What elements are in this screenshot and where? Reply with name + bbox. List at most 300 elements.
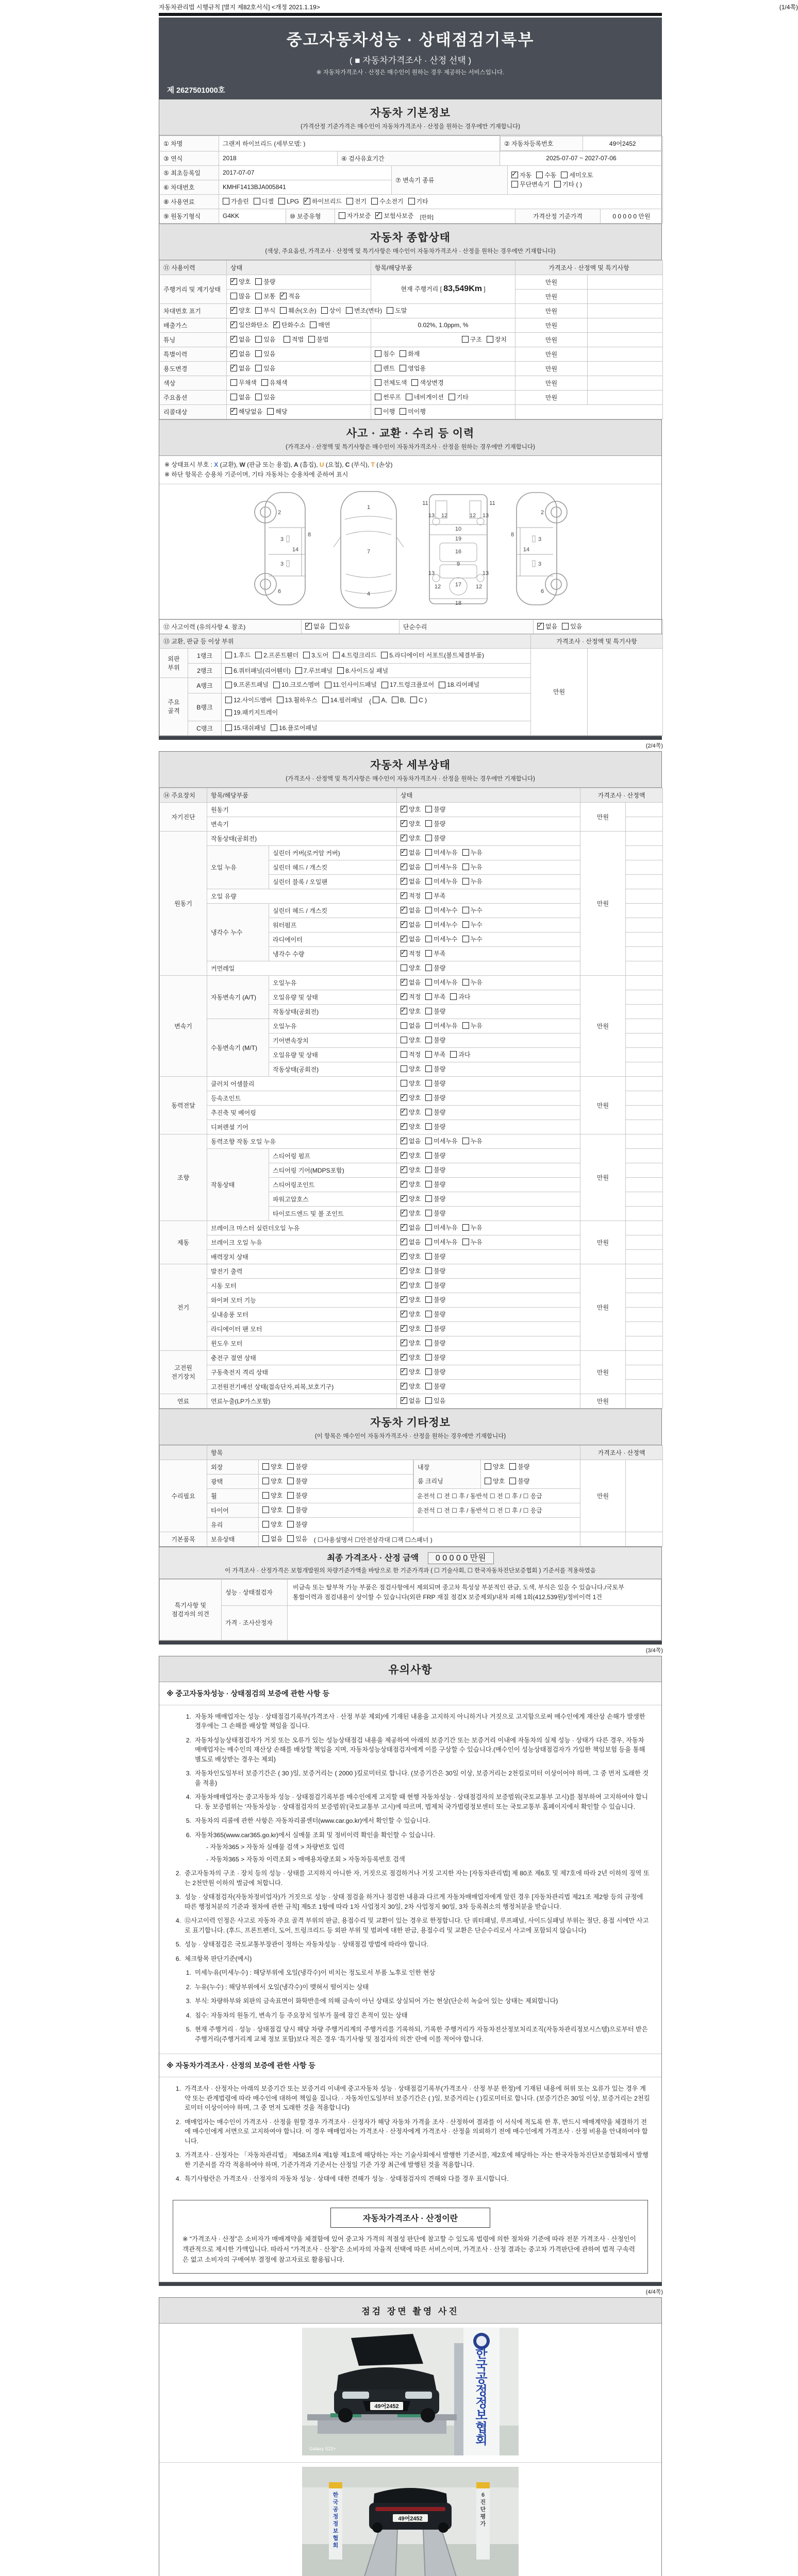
device-item-checks: [397, 975, 580, 990]
checkbox-unchecked[interactable]: [346, 307, 353, 314]
device-item-label: 오일유량 및 상태: [269, 1047, 397, 1062]
page-meta: [159, 0, 798, 13]
legend-desc: (부식),: [350, 461, 371, 468]
checkbox-unchecked[interactable]: [485, 1463, 491, 1470]
checkbox-checked[interactable]: [401, 820, 407, 827]
checkbox-unchecked[interactable]: [278, 198, 285, 205]
checkbox-checked[interactable]: [401, 1267, 407, 1274]
checkbox-unchecked[interactable]: [310, 321, 317, 328]
checkbox-unchecked[interactable]: [425, 1383, 432, 1389]
checkbox-checked[interactable]: [230, 321, 237, 328]
checkbox-label: 불량: [295, 1492, 308, 1499]
checkbox-unchecked[interactable]: [561, 172, 568, 178]
mileage-amount-checks: [227, 289, 371, 303]
checkbox-label: 불량: [434, 1152, 446, 1159]
checkbox-unchecked[interactable]: [462, 1224, 469, 1231]
checkbox-checked[interactable]: [230, 278, 237, 285]
checkbox-unchecked[interactable]: [462, 863, 469, 870]
checkbox-label: 변조(변타): [354, 307, 383, 314]
checkbox-unchecked[interactable]: [450, 1051, 457, 1058]
checkbox-unchecked[interactable]: [425, 849, 432, 856]
checkbox-unchecked[interactable]: [425, 1181, 432, 1188]
col-price-remarks: 가격조사 · 산정액 및 특기사항: [516, 260, 663, 275]
checkbox-unchecked[interactable]: [273, 682, 280, 688]
remarks-cell: [626, 903, 663, 918]
checkbox-unchecked[interactable]: [400, 365, 406, 371]
device-item-label: 추진축 및 베어링: [207, 1105, 397, 1120]
checkbox-unchecked[interactable]: [425, 1224, 432, 1231]
checkbox-checked[interactable]: [401, 1325, 407, 1332]
checkbox-unchecked[interactable]: [448, 394, 455, 400]
section-subtitle: (가격산정 기준가격은 매수인이 자동차가격조사 · 산정을 원하는 경우에만 기재합니다): [301, 124, 520, 130]
interior-label: 내장: [414, 1460, 481, 1475]
checkbox-unchecked[interactable]: [255, 394, 262, 400]
checkbox-unchecked[interactable]: [261, 379, 268, 386]
checkbox-unchecked[interactable]: [255, 307, 262, 314]
checkbox-unchecked[interactable]: [262, 1506, 269, 1513]
checkbox-unchecked[interactable]: [425, 964, 432, 971]
checkbox-unchecked[interactable]: [411, 379, 418, 386]
checkbox-unchecked[interactable]: [280, 307, 287, 314]
checkbox-unchecked[interactable]: [408, 198, 415, 205]
checkbox-unchecked[interactable]: [410, 697, 417, 703]
checkbox-unchecked[interactable]: [485, 1478, 491, 1484]
checkbox-unchecked[interactable]: [462, 849, 469, 856]
checkbox-checked[interactable]: [401, 1109, 407, 1115]
checkbox-label: 불량: [434, 835, 446, 842]
legend-symbol: U: [319, 461, 324, 468]
checkbox-unchecked[interactable]: [462, 1138, 469, 1144]
remarks-cell: [626, 1177, 663, 1192]
checkbox-option: [262, 1520, 282, 1529]
checkbox-unchecked[interactable]: [425, 820, 432, 827]
checkbox-unchecked[interactable]: [287, 1492, 294, 1499]
checkbox-option: [401, 1122, 421, 1131]
checkbox-unchecked[interactable]: [255, 365, 262, 371]
checkbox-checked[interactable]: [401, 1253, 407, 1260]
checkbox-label: 색상변경: [420, 379, 444, 386]
checkbox-unchecked[interactable]: [425, 1008, 432, 1014]
checkbox-checked[interactable]: [401, 1138, 407, 1144]
checkbox-unchecked[interactable]: [425, 1239, 432, 1245]
checkbox-unchecked[interactable]: [255, 278, 262, 285]
device-item-checks: [397, 1394, 580, 1408]
checkbox-checked[interactable]: [511, 172, 518, 178]
price-cell: 만원: [580, 975, 626, 1076]
checkbox-unchecked[interactable]: [325, 682, 331, 688]
basic-info-table-2: [159, 165, 663, 209]
checkbox-unchecked[interactable]: [425, 1325, 432, 1332]
checkbox-unchecked[interactable]: [330, 623, 337, 630]
checkbox-unchecked[interactable]: [321, 307, 328, 314]
checkbox-checked[interactable]: [401, 1239, 407, 1245]
checkbox-checked[interactable]: [401, 835, 407, 841]
checkbox-unchecked[interactable]: [425, 1094, 432, 1101]
checkbox-option: [401, 1367, 421, 1376]
price-cell: 만원: [516, 318, 588, 332]
checkbox-unchecked[interactable]: [425, 936, 432, 942]
checkbox-unchecked[interactable]: [277, 697, 284, 703]
checkbox-checked[interactable]: [401, 1008, 407, 1014]
checkbox-unchecked[interactable]: [425, 1267, 432, 1274]
checkbox-checked[interactable]: [230, 365, 237, 371]
device-group-label: 전기: [160, 1264, 207, 1350]
checkbox-option: [554, 180, 582, 189]
checkbox-unchecked[interactable]: [509, 1478, 516, 1484]
checkbox-checked[interactable]: [401, 1354, 407, 1361]
checkbox-checked[interactable]: [401, 1311, 407, 1317]
checkbox-label: 양호: [409, 1152, 421, 1159]
checkbox-checked[interactable]: [401, 936, 407, 942]
checkbox-unchecked[interactable]: [562, 623, 569, 630]
checkbox-unchecked[interactable]: [400, 350, 406, 357]
checkbox-unchecked[interactable]: [425, 1210, 432, 1216]
price-cell: 만원: [516, 275, 588, 289]
checkbox-unchecked[interactable]: [271, 724, 277, 731]
checkbox-checked[interactable]: [401, 1340, 407, 1346]
checkbox-unchecked[interactable]: [425, 1138, 432, 1144]
checkbox-unchecked[interactable]: [425, 1051, 432, 1058]
checkbox-label: 양호: [493, 1463, 505, 1471]
checkbox-option: [230, 292, 251, 300]
checkbox-unchecked[interactable]: [303, 652, 310, 658]
diagram-part-number: 3: [280, 561, 284, 567]
checkbox-label: 침수: [383, 350, 395, 358]
checkbox-unchecked[interactable]: [425, 950, 432, 957]
checkbox-unchecked[interactable]: [375, 350, 381, 357]
checkbox-unchecked[interactable]: [287, 1521, 294, 1528]
checkbox-unchecked[interactable]: [262, 1463, 269, 1470]
checkbox-unchecked[interactable]: [406, 394, 412, 400]
checkbox-option: [425, 1093, 445, 1102]
checkbox-option: [280, 292, 300, 300]
checkbox-option: [425, 1194, 445, 1203]
rank1-checks: [222, 648, 531, 664]
checkbox-checked[interactable]: [401, 907, 407, 913]
checkbox-unchecked[interactable]: [284, 336, 290, 343]
checkbox-unchecked[interactable]: [462, 878, 469, 885]
checkbox-unchecked[interactable]: [450, 993, 457, 1000]
checkbox-unchecked[interactable]: [262, 1535, 269, 1542]
checkbox-checked[interactable]: [401, 1152, 407, 1159]
checkbox-unchecked[interactable]: [439, 682, 445, 688]
checkbox-unchecked[interactable]: [255, 350, 262, 357]
checkbox-unchecked[interactable]: [375, 379, 381, 386]
checkbox-unchecked[interactable]: [337, 667, 344, 674]
checkbox-unchecked[interactable]: [375, 365, 381, 371]
device-item-label: 연료누출(LP가스포함): [207, 1394, 397, 1408]
device-item-checks: [397, 1278, 580, 1293]
checkbox-unchecked[interactable]: [425, 1195, 432, 1202]
checkbox-unchecked[interactable]: [425, 1080, 432, 1087]
price-cell: 만원: [516, 361, 588, 376]
checkbox-checked[interactable]: [401, 1296, 407, 1303]
price-cell: 만원: [580, 1221, 626, 1264]
checkbox-label: 무채색: [239, 379, 257, 386]
checkbox-checked[interactable]: [401, 863, 407, 870]
checkbox-label: 4.트렁크리드: [341, 651, 377, 659]
checkbox-label: 누유: [470, 878, 483, 885]
checkbox-checked[interactable]: [401, 806, 407, 812]
checkbox-label: 불량: [295, 1521, 308, 1528]
checkbox-label: 불량: [434, 1080, 446, 1087]
checkbox-unchecked[interactable]: [425, 806, 432, 812]
checkbox-checked[interactable]: [401, 1181, 407, 1188]
checkbox-unchecked[interactable]: [487, 336, 493, 343]
checkbox-unchecked[interactable]: [387, 307, 393, 314]
checkbox-unchecked[interactable]: [401, 964, 407, 971]
checkbox-unchecked[interactable]: [381, 652, 388, 658]
checkbox-checked[interactable]: [401, 1123, 407, 1130]
checkbox-option: [322, 694, 363, 706]
checkbox-unchecked[interactable]: [225, 709, 232, 716]
checkbox-option: [425, 1151, 445, 1160]
checkbox-unchecked[interactable]: [401, 1022, 407, 1029]
checkbox-label: 2.프론트휀더: [263, 651, 299, 659]
checkbox-label: 없음: [409, 921, 421, 928]
checkbox-checked[interactable]: [401, 979, 407, 986]
checkbox-option: [337, 666, 388, 675]
checkbox-unchecked[interactable]: [425, 1282, 432, 1289]
checkbox-unchecked[interactable]: [425, 1166, 432, 1173]
price-cell: 만원: [580, 1076, 626, 1134]
checkbox-label: 미세누유: [434, 878, 458, 885]
checkbox-unchecked[interactable]: [371, 198, 378, 205]
document-number: 제 2627501000호: [167, 87, 225, 95]
checkbox-unchecked[interactable]: [536, 172, 543, 178]
checkbox-checked[interactable]: [401, 1368, 407, 1375]
checkbox-unchecked[interactable]: [225, 652, 232, 658]
checkbox-checked[interactable]: [401, 1383, 407, 1389]
checkbox-label: 없음: [409, 849, 421, 856]
checkbox-unchecked[interactable]: [425, 1354, 432, 1361]
checkbox-unchecked[interactable]: [511, 181, 518, 188]
checkbox-label: 불량: [434, 1037, 446, 1044]
checkbox-unchecked[interactable]: [425, 1065, 432, 1072]
checkbox-option: [462, 1223, 483, 1232]
checkbox-unchecked[interactable]: [425, 1109, 432, 1115]
checkbox-label: 네비게이션: [413, 394, 444, 401]
checkbox-label: 미세누유: [434, 979, 458, 986]
checkbox-unchecked[interactable]: [425, 921, 432, 928]
checkbox-option: [561, 171, 593, 179]
legend-symbol: W: [239, 461, 245, 468]
checkbox-checked[interactable]: [401, 878, 407, 885]
checkbox-checked[interactable]: [401, 849, 407, 856]
checkbox-unchecked[interactable]: [255, 293, 262, 299]
checkbox-unchecked[interactable]: [401, 1037, 407, 1043]
checkbox-unchecked[interactable]: [425, 1037, 432, 1043]
checkbox-unchecked[interactable]: [425, 1397, 432, 1404]
checkbox-unchecked[interactable]: [462, 921, 469, 928]
checkbox-label: 양호: [409, 1123, 421, 1130]
checkbox-unchecked[interactable]: [375, 408, 381, 415]
checkbox-label: 보험사보증: [384, 212, 414, 219]
device-item-checks: [397, 1307, 580, 1321]
remarks-cell: [516, 404, 663, 419]
checkbox-unchecked[interactable]: [401, 1051, 407, 1058]
detail-row: [160, 1264, 663, 1278]
checkbox-option: [230, 277, 251, 286]
checkbox-unchecked[interactable]: [230, 293, 237, 299]
checkbox-checked[interactable]: [305, 623, 312, 630]
device-item-label: 클러치 어셈블리: [207, 1076, 397, 1091]
checkbox-checked[interactable]: [401, 1094, 407, 1101]
checkbox-label: 불량: [434, 1253, 446, 1260]
checkbox-unchecked[interactable]: [425, 1340, 432, 1346]
checkbox-unchecked[interactable]: [425, 1368, 432, 1375]
device-item-label: 동력조향 작동 오일 누유: [207, 1134, 397, 1148]
checkbox-unchecked[interactable]: [425, 878, 432, 885]
emission-values: 0.02%, 1.0ppm, %: [371, 318, 516, 332]
checkbox-unchecked[interactable]: [425, 907, 432, 913]
checkbox-unchecked[interactable]: [262, 1492, 269, 1499]
device-item-checks: [397, 1235, 580, 1249]
remarks-cell: [626, 1321, 663, 1336]
checkbox-checked[interactable]: [401, 1210, 407, 1216]
remarks-cell: [626, 1336, 663, 1350]
checkbox-checked[interactable]: [280, 293, 287, 299]
checkbox-unchecked[interactable]: [462, 936, 469, 942]
checkbox-option: [401, 1238, 421, 1246]
checkbox-unchecked[interactable]: [401, 1065, 407, 1072]
checkbox-unchecked[interactable]: [225, 667, 232, 674]
checkbox-unchecked[interactable]: [255, 652, 262, 658]
remarks-cell: [626, 1460, 663, 1532]
checkbox-unchecked[interactable]: [462, 1239, 469, 1245]
simple-repair-label: 단순수리: [400, 619, 534, 634]
checkbox-unchecked[interactable]: [230, 394, 237, 400]
notice-list-1: 1. 자동차 매매업자는 성능 · 상태점검기록부(가격조사 · 산정 부분 제외)에 기재된 내용을 고지하지 아니하거나 거짓으로 고지함으로써 매수인에게 재산상 손해가 발생한 경우에는 그 손해를 배상할 책임을 집니다. 2. 자동차성능상태점검자가 거짓 또는 오류가 있는 성능상태점검 내용을 제공하여 아래의 보증기간 또는 보증거리 이내에 자동차의 실제 성능 · 상태가 다른 경우, 자동차매매업자는 매수인의 재산상 손해를 배상할 책임을 지며, 자동차성능상태점검자에게 이를 구상할 수 있습니다.(매수인이 성능상태점검자가 가입한 책임보험 등을 통해 별도로 배상받는 경우는 제외) 3. 자동차인도일부터 보증기간은 ( 30 )일, 보증거리는 ( 2000 )킬로미터로 합니다. (보증기간은 30일 이상, 보증거리는 2천킬로미터 이상이어야 하며, 그 중 먼저 도래한 것을 적용) 4. 자동차매매업자는 중고자동차 성능 · 상태점검기록부를 매수인에게 고지할 때 현행 자동차성능 · 상태점검자의 보증범위(국토교통부 고시)를 첨부하여 고지하여야 합니다. 동 보증범위는 '자동차성능 · 상태점검자의 보증범위'(국토교통부 고시)에 따르며, 법제처 국가법령정보센터 또는 국토교통부 홈페이지에서 확인할 수 있습니다. 5. 자동차의 리콜에 관한 사항은 자동차리콜센터(www.car.go.kr)에서 확인할 수 있습니다. 6. 자동차365(www.car365.go.kr)에서 실매물 조회 및 정비이력 확인을 확인할 수 있습니다. - 자동차365 > 자동차 실매물 검색 > 차량번호 입력 - 자동차365 > 자동차 이력조회 > 매매용차량조회 > 자동차등록번호 검색 2. 중고자동차의 구조 · 장치 등의 성능 · 상태를 고지하지 아니한 자, 거짓으로 점검하거나 거짓 고지한 자는 [자동차관리법] 제 80조 제6호 및 제7호에 따라 2년 이하의 징역 또는 2천만원 이하의 벌금에 처합니다. 3. 성능 · 상태점검자(자동차정비업자)가 거짓으로 성능 · 상태 점검을 하거나 점검한 내용과 다르게 자동차매매업자에게 알린 경우 [자동차관리법 제21조 제2항 등의 규정에 따른 행정처분의 기준과 절차에 관한 규칙] 제5조 1항에 따라 1차 사업정지 30일, 2차 사업정지 90일, 3차 등록취소의 행정처분을 받습니다. 4. ⑫사고이력 인정은 사고로 자동차 주요 골격 부위의 판금, 용접수리 및 교환이 있는 경우로 한정합니다. 단 쿼터패널, 루프패널, 사이드실패널 부위는 절단, 용접 시에만 사고로 표기합니다. (후드, 프론트펜더, 도어, 트렁크리드 등 외판 부위 및 범퍼에 대한 판금, 용접수리 및 교환은 단순수리로서 사고에 포함되지 않습니다) 5. 성능 · 상태점검은 국토교통부장관이 정하는 자동차성능 · 상태점검 방법에 따라야 합니다. 6. 체크항목 판단기준(예시) 1. 미세누유(미세누수) : 해당부위에 오일(냉각수)이 비치는 정도로서 부품 노후로 인한 현상 2. 누유(누수) : 해당부위에서 오일(냉각수)이 맺혀서 떨어지는 상태 3. 부식: 차량하부와 외판의 금속표면이 화학반응에 의해 금속이 아닌 상태로 상실되어 가는 현상(단순히 녹슬어 있는 상태는 제외합니다) 4. 침수: 자동차의 원동기, 변속기 등 주요장치 일부가 물에 잠긴 흔적이 있는 상태 5. 현재 주행거리 · 성능 · 상태점검 당시 해당 차량 주행거리계의 주행거리를 기록하되, 기록한 주행거리가 자동차전산정보처리조직(자동차관리정보시스템)으로부터 받은 주행거리(주행거리계 교체 정보 포함)보다 적은 경우 '특기사항 및 점검자의 의견' 란에 이를 적어야 합니다.: [175, 1713, 650, 2043]
checkbox-unchecked[interactable]: [509, 1463, 516, 1470]
checkbox-unchecked[interactable]: [462, 336, 469, 343]
checkbox-checked[interactable]: [401, 921, 407, 928]
checkbox-option: [408, 197, 428, 206]
checkbox-checked[interactable]: [304, 198, 310, 205]
checkbox-unchecked[interactable]: [425, 835, 432, 841]
checkbox-unchecked[interactable]: [262, 1521, 269, 1528]
checkbox-option: [303, 650, 328, 661]
checkbox-unchecked[interactable]: [267, 408, 274, 415]
checkbox-unchecked[interactable]: [333, 652, 340, 658]
checkbox-option: [509, 1477, 529, 1485]
checkbox-unchecked[interactable]: [425, 863, 432, 870]
page-indicator-3: (3/4쪽): [645, 1647, 663, 1654]
checkbox-checked[interactable]: [230, 350, 237, 357]
checkbox-checked[interactable]: [401, 1397, 407, 1404]
checkbox-unchecked[interactable]: [425, 993, 432, 1000]
checkbox-unchecked[interactable]: [400, 408, 406, 415]
checkbox-unchecked[interactable]: [287, 1506, 294, 1513]
checkbox-unchecked[interactable]: [308, 336, 315, 343]
checkbox-unchecked[interactable]: [462, 979, 469, 986]
checkbox-unchecked[interactable]: [230, 379, 237, 386]
checkbox-checked[interactable]: [401, 1224, 407, 1231]
checkbox-unchecked[interactable]: [225, 682, 232, 688]
checkbox-unchecked[interactable]: [425, 1296, 432, 1303]
page-2: [159, 751, 662, 1641]
checkbox-unchecked[interactable]: [425, 1253, 432, 1260]
checkbox-unchecked[interactable]: [392, 697, 398, 703]
checkbox-option: [401, 1338, 421, 1347]
checkbox-unchecked[interactable]: [373, 697, 379, 703]
checkbox-unchecked[interactable]: [425, 1022, 432, 1029]
checkbox-checked[interactable]: [230, 307, 237, 314]
checkbox-unchecked[interactable]: [401, 1080, 407, 1087]
checkbox-unchecked[interactable]: [554, 181, 561, 188]
checkbox-option: [375, 378, 407, 387]
checkbox-unchecked[interactable]: [462, 1022, 469, 1029]
checkbox-option: [230, 364, 251, 372]
checkbox-unchecked[interactable]: [287, 1535, 294, 1542]
checkbox-checked[interactable]: [537, 623, 544, 630]
tire-label: 타이어: [207, 1503, 259, 1517]
checkbox-label: 10.크로스멤버: [281, 681, 320, 688]
checkbox-unchecked[interactable]: [425, 1123, 432, 1130]
field-value-year: 2018: [219, 151, 338, 165]
checkbox-unchecked[interactable]: [375, 394, 381, 400]
checkbox-unchecked[interactable]: [339, 212, 345, 219]
device-item-checks: [397, 1264, 580, 1278]
checkbox-unchecked[interactable]: [425, 1311, 432, 1317]
glass-label: 유리: [207, 1517, 259, 1532]
checkbox-checked[interactable]: [401, 1166, 407, 1173]
checkbox-checked[interactable]: [230, 336, 237, 343]
checkbox-label: 없음: [409, 1239, 421, 1246]
checkbox-unchecked[interactable]: [255, 336, 262, 343]
mileage-state-checks: [227, 275, 371, 289]
checkbox-checked[interactable]: [401, 950, 407, 957]
checkbox-checked[interactable]: [401, 892, 407, 899]
checkbox-checked[interactable]: [401, 1282, 407, 1289]
checkbox-label: 전체도색: [383, 379, 407, 386]
checkbox-option: [462, 848, 483, 857]
checkbox-unchecked[interactable]: [425, 892, 432, 899]
checkbox-option: [401, 1353, 421, 1362]
checkbox-unchecked[interactable]: [425, 979, 432, 986]
checkbox-option: [287, 1477, 307, 1485]
checkbox-option: [425, 1238, 457, 1246]
checkbox-checked[interactable]: [230, 408, 237, 415]
checkbox-unchecked[interactable]: [381, 682, 388, 688]
checkbox-option: [401, 1266, 421, 1275]
checkbox-unchecked[interactable]: [223, 198, 229, 205]
checkbox-checked[interactable]: [375, 212, 382, 219]
checkbox-label: 전기: [354, 198, 367, 205]
checkbox-unchecked[interactable]: [225, 697, 232, 703]
device-item-checks: [397, 1379, 580, 1394]
device-sub-label: 작동상태: [207, 1148, 269, 1221]
checkbox-unchecked[interactable]: [225, 724, 232, 731]
checkbox-label: 누유: [470, 1224, 483, 1231]
checkbox-unchecked[interactable]: [287, 1478, 294, 1484]
checkbox-unchecked[interactable]: [287, 1463, 294, 1470]
checkbox-option: [230, 378, 257, 387]
checkbox-unchecked[interactable]: [346, 198, 353, 205]
appraiser-label: 가격 · 조사산정자: [222, 1605, 288, 1640]
checkbox-checked[interactable]: [273, 321, 280, 328]
checkbox-unchecked[interactable]: [254, 198, 260, 205]
checkbox-unchecked[interactable]: [322, 697, 329, 703]
checkbox-unchecked[interactable]: [425, 1152, 432, 1159]
checkbox-checked[interactable]: [401, 993, 407, 1000]
checkbox-unchecked[interactable]: [262, 1478, 269, 1484]
checkbox-label: 적정: [409, 1051, 421, 1058]
checkbox-checked[interactable]: [401, 1195, 407, 1202]
checkbox-unchecked[interactable]: [295, 667, 302, 674]
checkbox-unchecked[interactable]: [462, 907, 469, 913]
checkbox-label: 자가보증: [347, 212, 371, 219]
